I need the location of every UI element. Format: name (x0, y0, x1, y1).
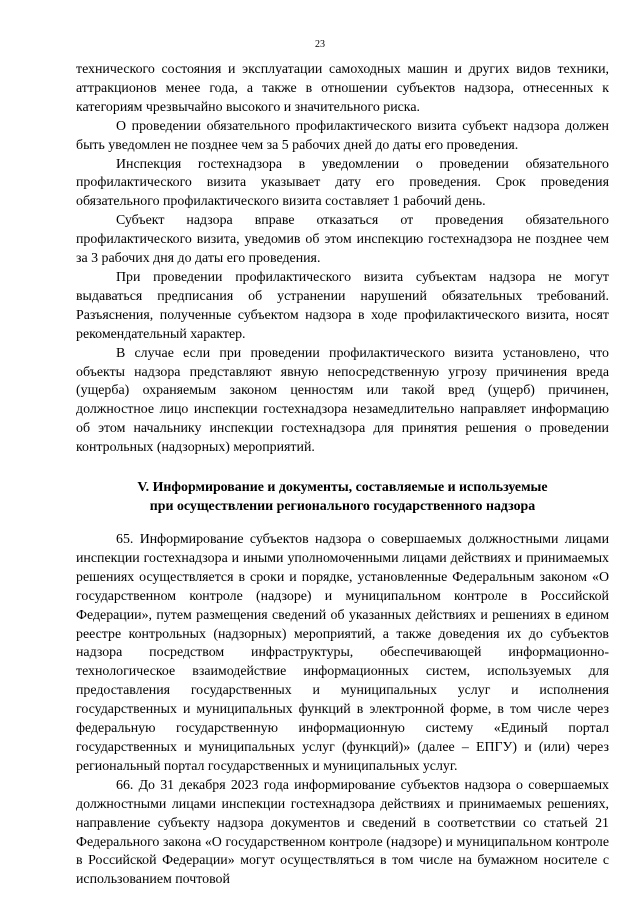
paragraph: О проведении обязательного профилактического визита субъект надзора должен быть уведомлен не позднее чем за 5 рабочих дней до даты его проведения. (76, 118, 609, 153)
section-heading (76, 478, 609, 516)
document-body (76, 61, 609, 890)
paragraph: Инспекция гостехнадзора в уведомлении о проведении обязательного профилактического визита указывает дату его проведения. Срок проведения обязательного профилактического визита составляет 1 рабочий день. (76, 156, 609, 210)
section-heading-line: при осуществлении регионального государственного надзора (149, 499, 536, 515)
paragraph-66: 66. До 31 декабря 2023 года информирование субъектов надзора о совершаемых должностными лицами инспекции гостехнадзора действиях и принимаемых решениях, направление субъекту надзора документов и сведений в соответствии со статьей 21 Федерального закона «О государственном контроле (надзоре) и муниципальном контроле в Российской Федерации» могут осуществляться в том числе на бумажном носителе с использованием почтовой (76, 777, 609, 888)
paragraph-65: 65. Информирование субъектов надзора о совершаемых должностными лицами инспекции гостехнадзора и иными уполномоченными лицами действиях и принимаемых решениях осуществляется в сроки и порядке, установленные Федеральным законом «О государственном контроле (надзоре) и муниципальном контроле в Российской Федерации», путем размещения сведений об указанных действиях и решениях в едином реестре контрольных (надзорных) мероприятий, а также доведения их до субъектов надзора посредством инфраструктуры, обеспечивающей информационно-технологическое взаимодействие информационных систем, используемых для предоставления государственных и муниципальных услуг и исполнения государственных и муниципальных функций в электронной форме, в том числе через федеральную государственную информационную систему «Единый портал государственных и муниципальных услуг (функций)» (далее – ЕПГУ) и (или) через региональный портал государственных и муниципальных услуг. (76, 532, 609, 774)
paragraph: Субъект надзора вправе отказаться от проведения обязательного профилактического визита, уведомив об этом инспекцию гостехнадзора не позднее чем за 3 рабочих дня до даты его проведения. (76, 213, 609, 267)
section-heading-line: V. Информирование и документы, составляемые и используемые (137, 480, 548, 496)
paragraph: технического состояния и эксплуатации самоходных машин и других видов техники, аттракционов менее года, а также в отношении субъектов надзора, отнесенных к категориям чрезвычайно высокого и значительного риска. (76, 62, 609, 115)
paragraph: При проведении профилактического визита субъектам надзора не могут выдаваться предписания об устранении нарушений обязательных требований. Разъяснения, полученные субъектом надзора в ходе профилактического визита, носят рекомендательный характер. (76, 269, 609, 342)
page-number: 23 (315, 39, 325, 50)
paragraph: В случае если при проведении профилактического визита установлено, что объекты надзора представляют явную непосредственную угрозу причинения вреда (ущерба) охраняемым законом ценностям или такой вред (ущерб) причинен, должностное лицо инспекции гостехнадзора незамедлительно направляет информацию об этом начальнику инспекции гостехнадзора для принятия решения о проведении контрольных (надзорных) мероприятий. (76, 345, 609, 456)
